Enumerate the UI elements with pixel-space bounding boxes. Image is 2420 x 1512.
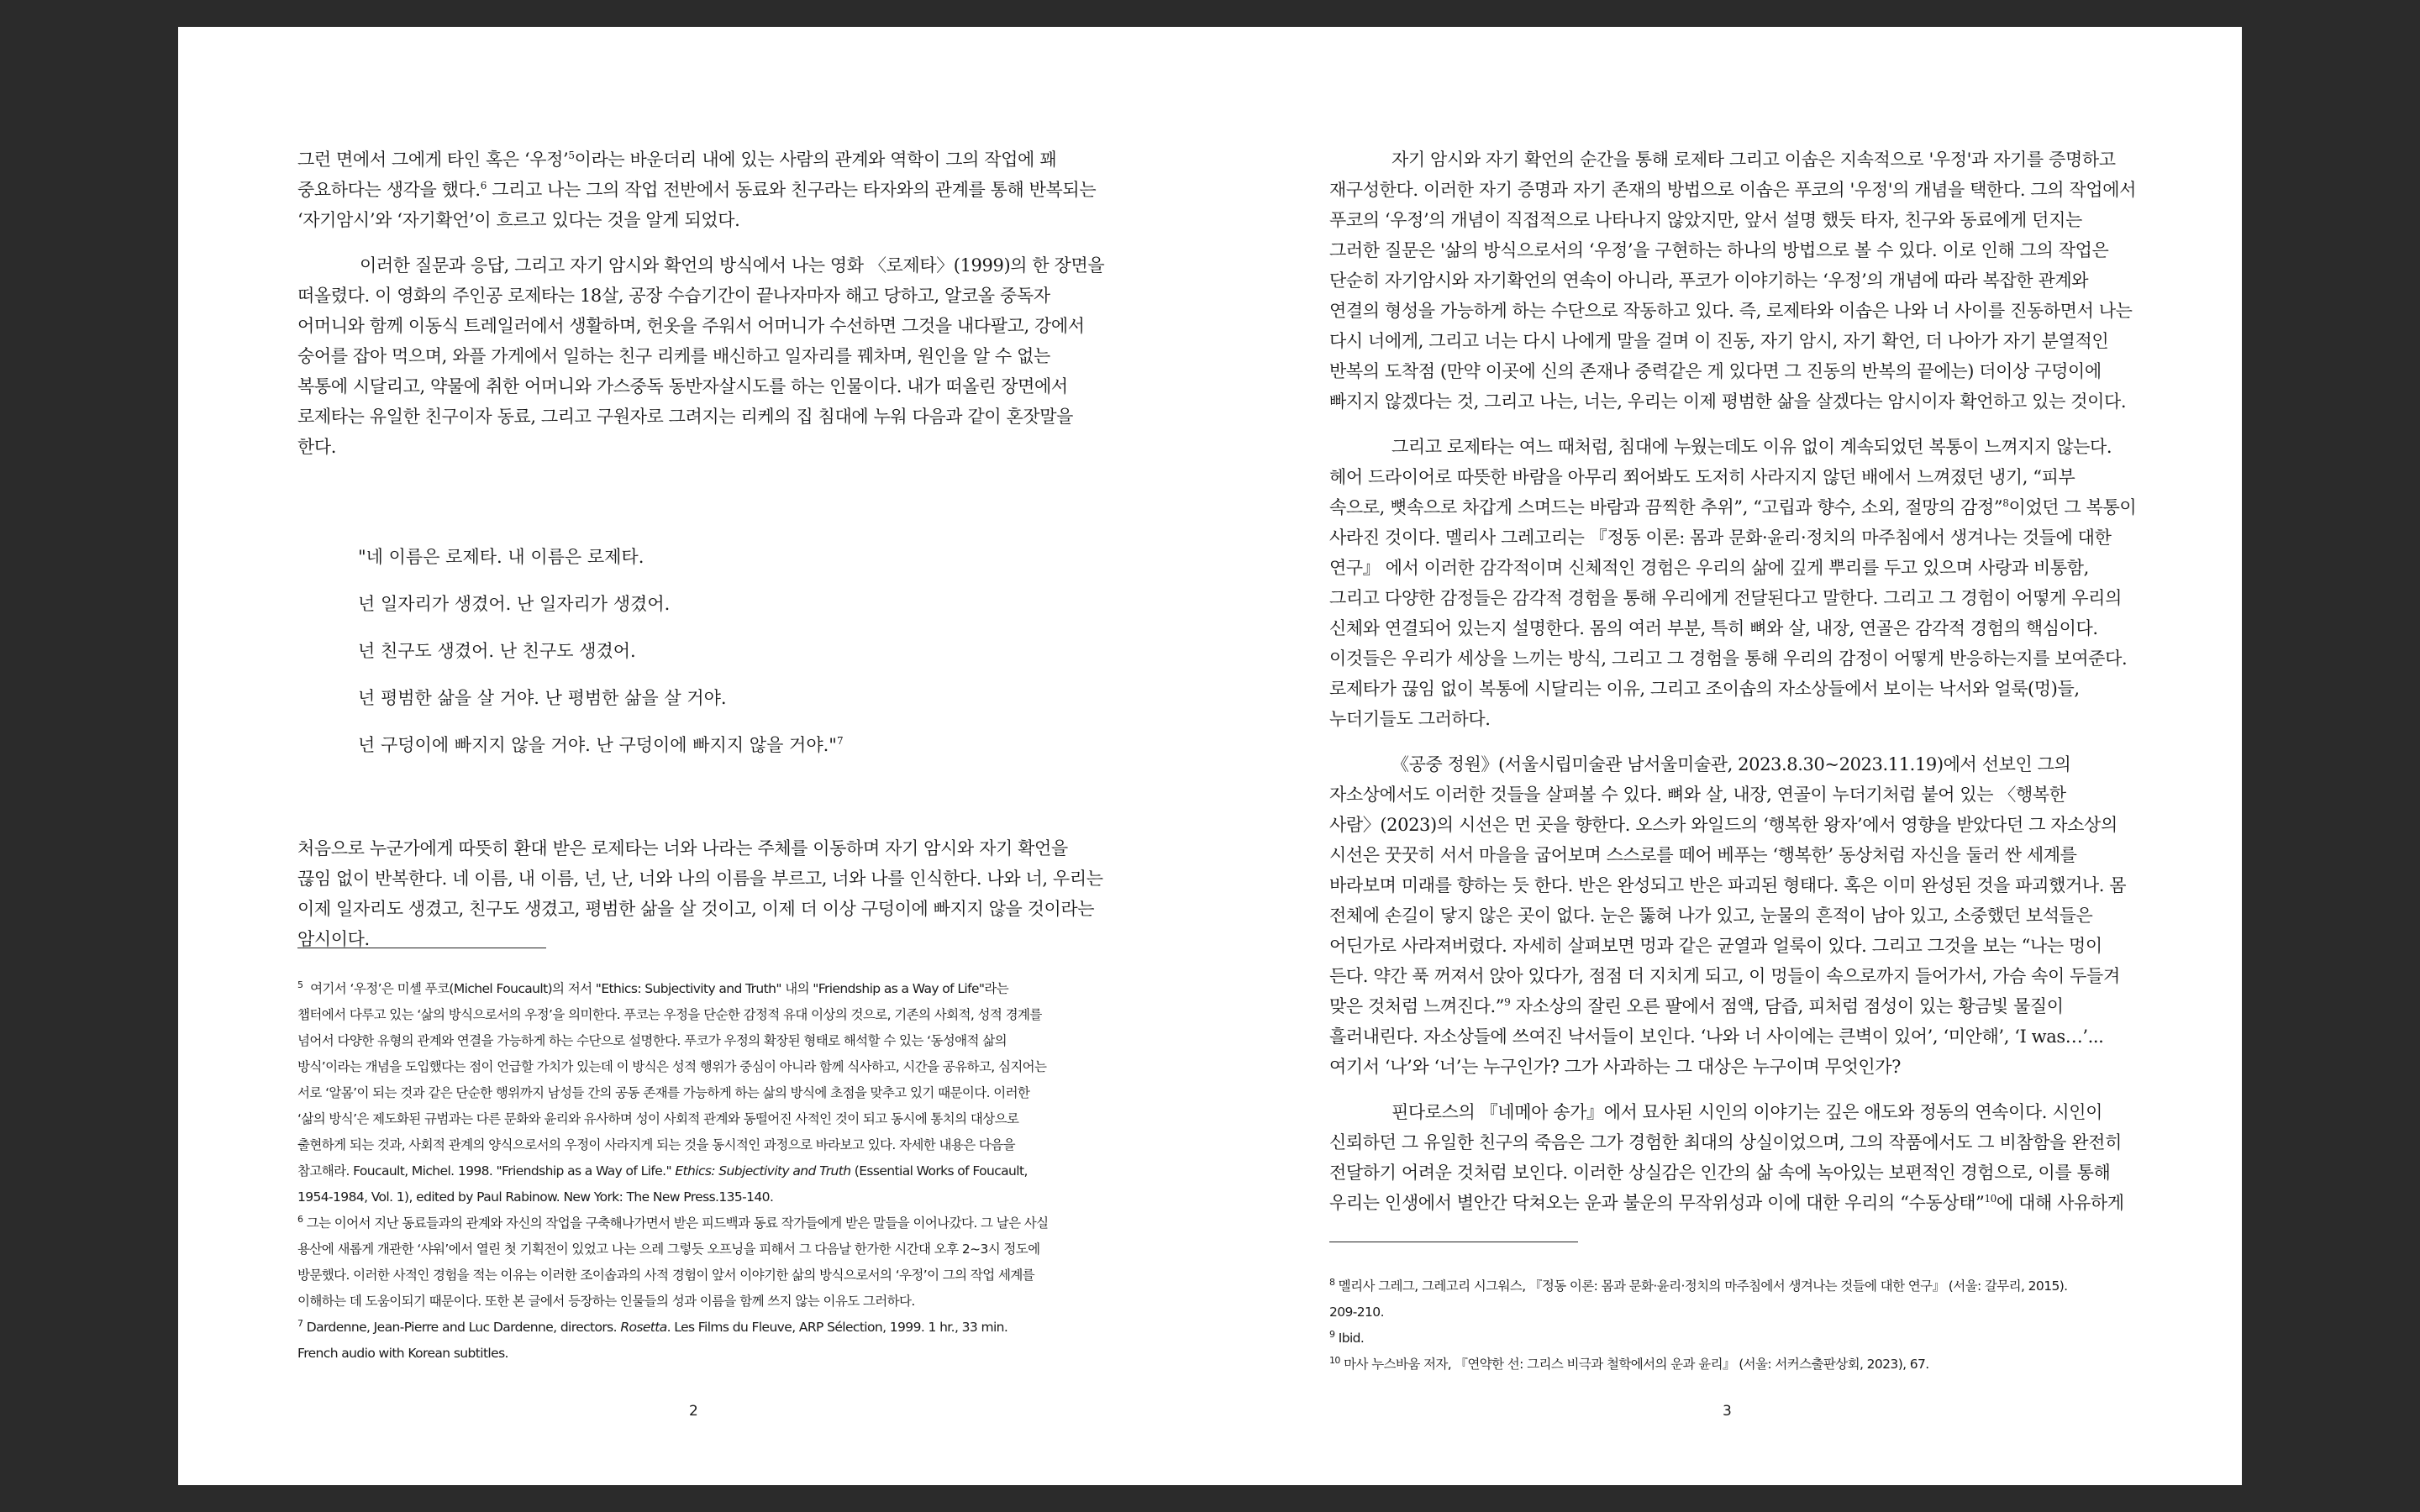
footnote-8 [1329,1273,2068,1299]
text-line: 누더기들도 그러하다. [1329,709,1491,729]
text-run: 멜리사 그레그, 그레고리 시그워스, 『정동 이론: 몸과 문화·윤리·정치의 마주침에서 생겨나는 것들에 대한 연구』 (서울: 갈무리, 2015). [1338,1278,2068,1294]
footnote-mark: 7 [297,1317,303,1329]
text-line: 방식’이라는 개념을 도입했다는 점이 언급할 가치가 있는데 이 방식은 성적 행위가 중심이 아니라 함께 식사하고, 시간을 공유하고, 심지어는 [297,1059,1047,1074]
footnote-mark: 5 [297,979,303,990]
text-line: 든다. 약간 푹 꺼져서 앉아 있다가, 점점 더 지치게 되고, 이 멍들이 속으로까지 들어가서, 가슴 속이 두들겨 [1329,966,2120,986]
text-line: 신뢰하던 그 유일한 친구의 죽음은 그가 경험한 최대의 상실이었으며, 그의 작품에서도 그 비참함을 완전히 [1329,1132,2122,1152]
footnote-7 [297,1315,1049,1341]
text-line: 전체에 손길이 닿지 않은 곳이 없다. 눈은 뚫혀 나가 있고, 눈물의 흔적이 남아 있고, 소중했던 보석들은 [1329,906,2093,926]
quote-line: 넌 평범한 삶을 살 거야. 난 평범한 삶을 살 거야. [358,688,727,708]
text-line: 《공중 정원》(서울시립미술관 남서울미술관, 2023.8.30~2023.11.19)에서 선보인 그의 [1392,754,2071,774]
footnote-ref-7[interactable]: 7 [836,735,844,747]
text-run: 이라는 바운더리 내에 있는 사람의 관계와 역학이 그의 작업에 꽤 [574,150,1057,170]
footnote-ref-5[interactable]: 5 [568,150,575,161]
text-line: 암시이다. [297,929,370,949]
text-run: 속으로, 뼛속으로 차갑게 스며드는 바람과 끔찍한 추위”, “고립과 향수, 소외, 절망의 감정” [1329,497,2003,517]
footnote-ref-9[interactable]: 9 [1504,996,1511,1008]
text-line: 시선은 꿋꿋히 서서 마을을 굽어보며 스스로를 떼어 베푸는 ‘행복한’ 동상처럼 자신을 둘러 싼 세계를 [1329,845,2077,865]
text-line: 떠올렸다. 이 영화의 주인공 로제타는 18살, 공장 수습기간이 끝나자마자 해고 당하고, 알코올 중독자 [297,286,1050,306]
text-line: 흘러내린다. 자소상들에 쓰여진 낙서들이 보인다. ‘나와 너 사이에는 큰벽이 있어’, ‘미안해’, ‘I was…’... [1329,1026,2104,1047]
block-quote [358,548,844,783]
text-line: 재구성한다. 이러한 자기 증명과 자기 존재의 방법으로 이솝은 푸코의 '우정'의 개념을 택한다. 그의 작업에서 [1329,180,2136,200]
text-run: 중요하다는 생각을 했다. [297,180,481,200]
document-page-right [1210,27,2242,1485]
text-run: Dardenne, Jean-Pierre and Luc Dardenne, directors. [306,1320,621,1335]
text-run: 우리는 인생에서 별안간 닥쳐오는 운과 불운의 무작위성과 이에 대한 우리의 “수동상태” [1329,1193,1985,1213]
footnote-mark: 6 [297,1213,303,1225]
footnote-5 [297,976,1049,1002]
text-line: 그러한 질문은 '삶의 방식으로서의 ‘우정’을 구현하는 하나의 방법으로 볼 수 있다. 이로 인해 그의 작업은 [1329,240,2109,260]
text-line: ‘자기암시’와 ‘자기확언’이 흐르고 있다는 것을 알게 되었다. [297,210,740,230]
text-run: . Les Films du Fleuve, ARP Sélection, 1999. 1 hr., 33 min. [666,1320,1008,1335]
text-line: 출현하게 되는 것과, 사회적 관계의 양식으로서의 우정이 사라지게 되는 것을 동시적인 과정으로 바라보고 있다. 자세한 내용은 다음을 [297,1137,1016,1152]
left-footnotes [297,976,1049,1367]
text-line: ‘삶의 방식’은 제도화된 규범과는 다른 문화와 윤리와 유사하며 성이 사회적 관계와 동떨어진 사적인 것이 되고 동시에 통치의 대상으로 [297,1111,1019,1126]
film-title: Rosetta [620,1320,667,1335]
text-line: 사람〉(2023)의 시선은 먼 곳을 향한다. 오스카 와일드의 ‘행복한 왕자’에서 영향을 받았다던 그 자소상의 [1329,815,2118,835]
text-line: 바라보며 미래를 향하는 듯 한다. 반은 완성되고 반은 파괴된 형태다. 혹은 이미 완성된 것을 파괴했거나. 몸 [1329,875,2127,895]
text-line: 푸코의 ‘우정’의 개념이 직접적으로 나타나지 않았지만, 앞서 설명 했듯 타자, 친구와 동료에게 던지는 [1329,210,2082,230]
footnote-6 [297,1210,1049,1236]
text-line: 챕터에서 다루고 있는 ‘삶의 방식으로서의 우정’을 의미한다. 푸코는 우정을 단순한 감정적 유대 이상의 것으로, 기존의 사회적, 성적 경계를 [297,1007,1042,1022]
text-run: 여기서 ‘우정’은 미셸 푸코(Michel Foucault)의 저서 "Ethics: Subjectivity and Truth" 내의 "Friendship as a Way of Life"라는 [310,981,1009,996]
quote-line [358,736,844,754]
text-line: 핀다로스의 『네메아 송가』에서 묘사된 시인의 이야기는 깊은 애도와 정동의 연속이다. 시인이 [1392,1102,2103,1122]
text-run: 마사 누스바움 저자, 『연약한 선: 그리스 비극과 철학에서의 운과 윤리』 (서울: 서커스출판상회, 2023), 67. [1344,1357,1929,1372]
text-line: 한다. [297,437,337,457]
text-run: 그리고 나는 그의 작업 전반에서 동료와 친구라는 타자와의 관계를 통해 반복되는 [486,180,1097,200]
quote-line: 넌 친구도 생겼어. 난 친구도 생겼어. [358,641,636,661]
text-run: 참고해라. Foucault, Michel. 1998. "Friendship as a Way of Life." [297,1163,676,1179]
text-run: 맞은 것처럼 느껴진다.” [1329,996,1505,1016]
left-paragraph-3 [297,833,1103,954]
text-line: 복통에 시달리고, 약물에 취한 어머니와 가스중독 동반자살시도를 하는 인물이다. 내가 떠올린 장면에서 [297,376,1068,396]
text-line: 다시 너에게, 그리고 너는 다시 나에게 말을 걸며 이 진동, 자기 암시, 자기 확언, 더 나아가 자기 분열적인 [1329,331,2109,351]
text-line [297,1158,1049,1184]
text-run: 그는 이어서 지난 동료들과의 관계와 자신의 작업을 구축해나가면서 받은 피드백과 동료 작가들에게 받은 말들을 이어나갔다. 그 날은 사실 [306,1215,1049,1231]
text-line: 209-210. [1329,1305,1384,1320]
text-line: 단순히 자기암시와 자기확언의 연속이 아니라, 푸코가 이야기하는 ‘우정’의 개념에 따라 복잡한 관계와 [1329,270,2089,291]
text-line: 넘어서 다양한 유형의 관계와 연결을 가능하게 하는 수단으로 설명한다. 푸코가 우정의 확장된 형태로 해석할 수 있는 ‘동성애적 삶의 [297,1033,1007,1048]
text-line: 어머니와 함께 이동식 트레일러에서 생활하며, 헌옷을 주워서 어머니가 수선하면 그것을 내다팔고, 강에서 [297,316,1085,336]
right-paragraphs [1329,144,2136,1218]
text-line: 용산에 새롭게 개관한 ‘샤워’에서 열린 첫 기획전이 있었고 나는 으레 그렇듯 오프닝을 피해서 그 다음날 한가한 시간대 오후 2~3시 정도에 [297,1242,1040,1257]
page-number: 2 [689,1403,698,1420]
footnote-mark: 8 [1329,1276,1335,1288]
footnote-ref-8[interactable]: 8 [2002,497,2009,509]
text-run: 그런 면에서 그에게 타인 혹은 ‘우정’ [297,150,569,170]
text-line: 방문했다. 이러한 사적인 경험을 적는 이유는 이러한 조이솝과의 사적 경험이 앞서 이야기한 삶의 방식으로서의 ‘우정’이 그의 작업 세계를 [297,1268,1035,1283]
text-run: 에 대해 사유하게 [1996,1193,2124,1213]
left-paragraph-1 [297,144,1104,462]
text-line: 숭어를 잡아 먹으며, 와플 가게에서 일하는 친구 리케를 배신하고 일자리를 꿰차며, 원인을 알 수 없는 [297,346,1050,366]
text-line: 그리고 다양한 감정들은 감각적 경험을 통해 우리에게 전달된다고 말한다. 그리고 그 경험이 어떻게 우리의 [1329,588,2122,608]
text-line: 빠지지 않겠다는 것, 그리고 나는, 너는, 우리는 이제 평범한 삶을 살겠다는 암시이자 확언하고 있는 것이다. [1329,391,2127,412]
text-line [1329,991,2136,1021]
text-line: 여기서 ‘나’와 ‘너’는 누구인가? 그가 사과하는 그 대상은 누구이며 무엇인가? [1329,1057,1901,1077]
text-line: 처음으로 누군가에게 따뜻히 환대 받은 로제타는 너와 나라는 주체를 이동하며 자기 암시와 자기 확언을 [297,838,1068,858]
text-run: Ibid. [1338,1331,1365,1346]
book-title: Ethics: Subjectivity and Truth [675,1163,851,1179]
footnote-ref-6[interactable]: 6 [480,180,487,192]
text-line [297,144,1104,175]
text-line: 이러한 질문과 응답, 그리고 자기 암시와 확언의 방식에서 나는 영화 〈로제타〉(1999)의 한 장면을 [360,255,1105,276]
page-number: 3 [1723,1403,1732,1420]
footnote-9 [1329,1326,2068,1352]
text-line: 반복의 도착점 (만약 이곳에 신의 존재나 중력같은 게 있다면 그 진동의 반복의 끝에는) 더이상 구덩이에 [1329,361,2102,381]
text-line [297,175,1104,205]
quote-line: "네 이름은 로제타. 내 이름은 로제타. [358,547,644,567]
text-line: 그리고 로제타는 여느 때처럼, 침대에 누웠는데도 이유 없이 계속되었던 복통이 느껴지지 않는다. [1392,437,2112,457]
text-line: 이제 일자리도 생겼고, 친구도 생겼고, 평범한 삶을 살 것이고, 이제 더 이상 구덩이에 빠지지 않을 것이라는 [297,899,1095,919]
text-line: 연구』 에서 이러한 감각적이며 신체적인 경험은 우리의 삶에 깊게 뿌리를 두고 있으며 사랑과 비통함, [1329,558,2089,578]
text-line: 서로 ‘알몸’이 되는 것과 같은 단순한 행위까지 남성들 간의 공동 존재를 가능하게 하는 삶의 방식에 초점을 맞추고 있기 때문이다. 이러한 [297,1085,1030,1100]
text-line [1329,1188,2136,1218]
text-line: 로제타가 끊임 없이 복통에 시달리는 이유, 그리고 조이솝의 자소상들에서 보이는 낙서와 얼룩(멍)들, [1329,679,2080,699]
text-line: 전달하기 어려운 것처럼 보인다. 이러한 상실감은 인간의 삶 속에 녹아있는 보편적인 경험으로, 이를 통해 [1329,1163,2111,1183]
text-line: 끊임 없이 반복한다. 네 이름, 내 이름, 넌, 난, 너와 나의 이름을 부르고, 너와 나를 인식한다. 나와 너, 우리는 [297,869,1103,889]
text-line: 1954-1984, Vol. 1), edited by Paul Rabinow. New York: The New Press.135-140. [297,1189,774,1205]
text-line: 어딘가로 사라져버렸다. 자세히 살펴보면 멍과 같은 균열과 얼룩이 있다. 그리고 그것을 보는 “나는 멍이 [1329,936,2102,956]
text-run: 자소상의 잘린 오른 팔에서 점액, 담즙, 피처럼 점성이 있는 황금빛 물질이 [1510,996,2064,1016]
quote-line: 넌 일자리가 생겼어. 난 일자리가 생겼어. [358,594,671,614]
text-run: 넌 구덩이에 빠지지 않을 거야. 난 구덩이에 빠지지 않을 거야." [358,735,837,755]
text-line: 연결의 형성을 가능하게 하는 수단으로 작동하고 있다. 즉, 로제타와 이솝은 나와 너 사이를 진동하면서 나는 [1329,301,2133,321]
text-line: 이해하는 데 도움이되기 때문이다. 또한 본 글에서 등장하는 인물들의 성과 이름을 함께 쓰지 않는 이유도 그러하다. [297,1294,915,1309]
text-line: French audio with Korean subtitles. [297,1346,508,1361]
text-line: 자소상에서도 이러한 것들을 살펴볼 수 있다. 뼈와 살, 내장, 연골이 누더기처럼 붙어 있는 〈행복한 [1329,785,2066,805]
text-run: 이었던 그 복통이 [2008,497,2137,517]
right-footnotes [1329,1273,2068,1378]
footnote-10 [1329,1352,2068,1378]
footnote-mark: 9 [1329,1328,1335,1340]
text-line [1329,492,2136,522]
text-line: 신체와 연결되어 있는지 설명한다. 몸의 여러 부분, 특히 뼈와 살, 내장, 연골은 감각적 경험의 핵심이다. [1329,618,2098,638]
text-line: 사라진 것이다. 멜리사 그레고리는 『정동 이론: 몸과 문화·윤리·정치의 마주침에서 생겨나는 것들에 대한 [1329,528,2112,548]
text-line: 이것들은 우리가 세상을 느끼는 방식, 그리고 그 경험을 통해 우리의 감정이 어떻게 반응하는지를 보여준다. [1329,648,2128,669]
footnote-mark: 10 [1329,1354,1340,1366]
text-line: 로제타는 유일한 친구이자 동료, 그리고 구원자로 그려지는 리케의 집 침대에 누워 다음과 같이 혼잣말을 [297,407,1074,427]
document-page-left [178,27,1210,1485]
text-run: (Essential Works of Foucault, [850,1163,1028,1179]
footnote-ref-10[interactable]: 10 [1984,1193,1996,1205]
text-line: 자기 암시와 자기 확언의 순간을 통해 로제타 그리고 이솝은 지속적으로 '우정'과 자기를 증명하고 [1392,150,2116,170]
text-line: 헤어 드라이어로 따뜻한 바람을 아무리 쬐어봐도 도저히 사라지지 않던 배에서 느껴졌던 냉기, “피부 [1329,467,2075,487]
